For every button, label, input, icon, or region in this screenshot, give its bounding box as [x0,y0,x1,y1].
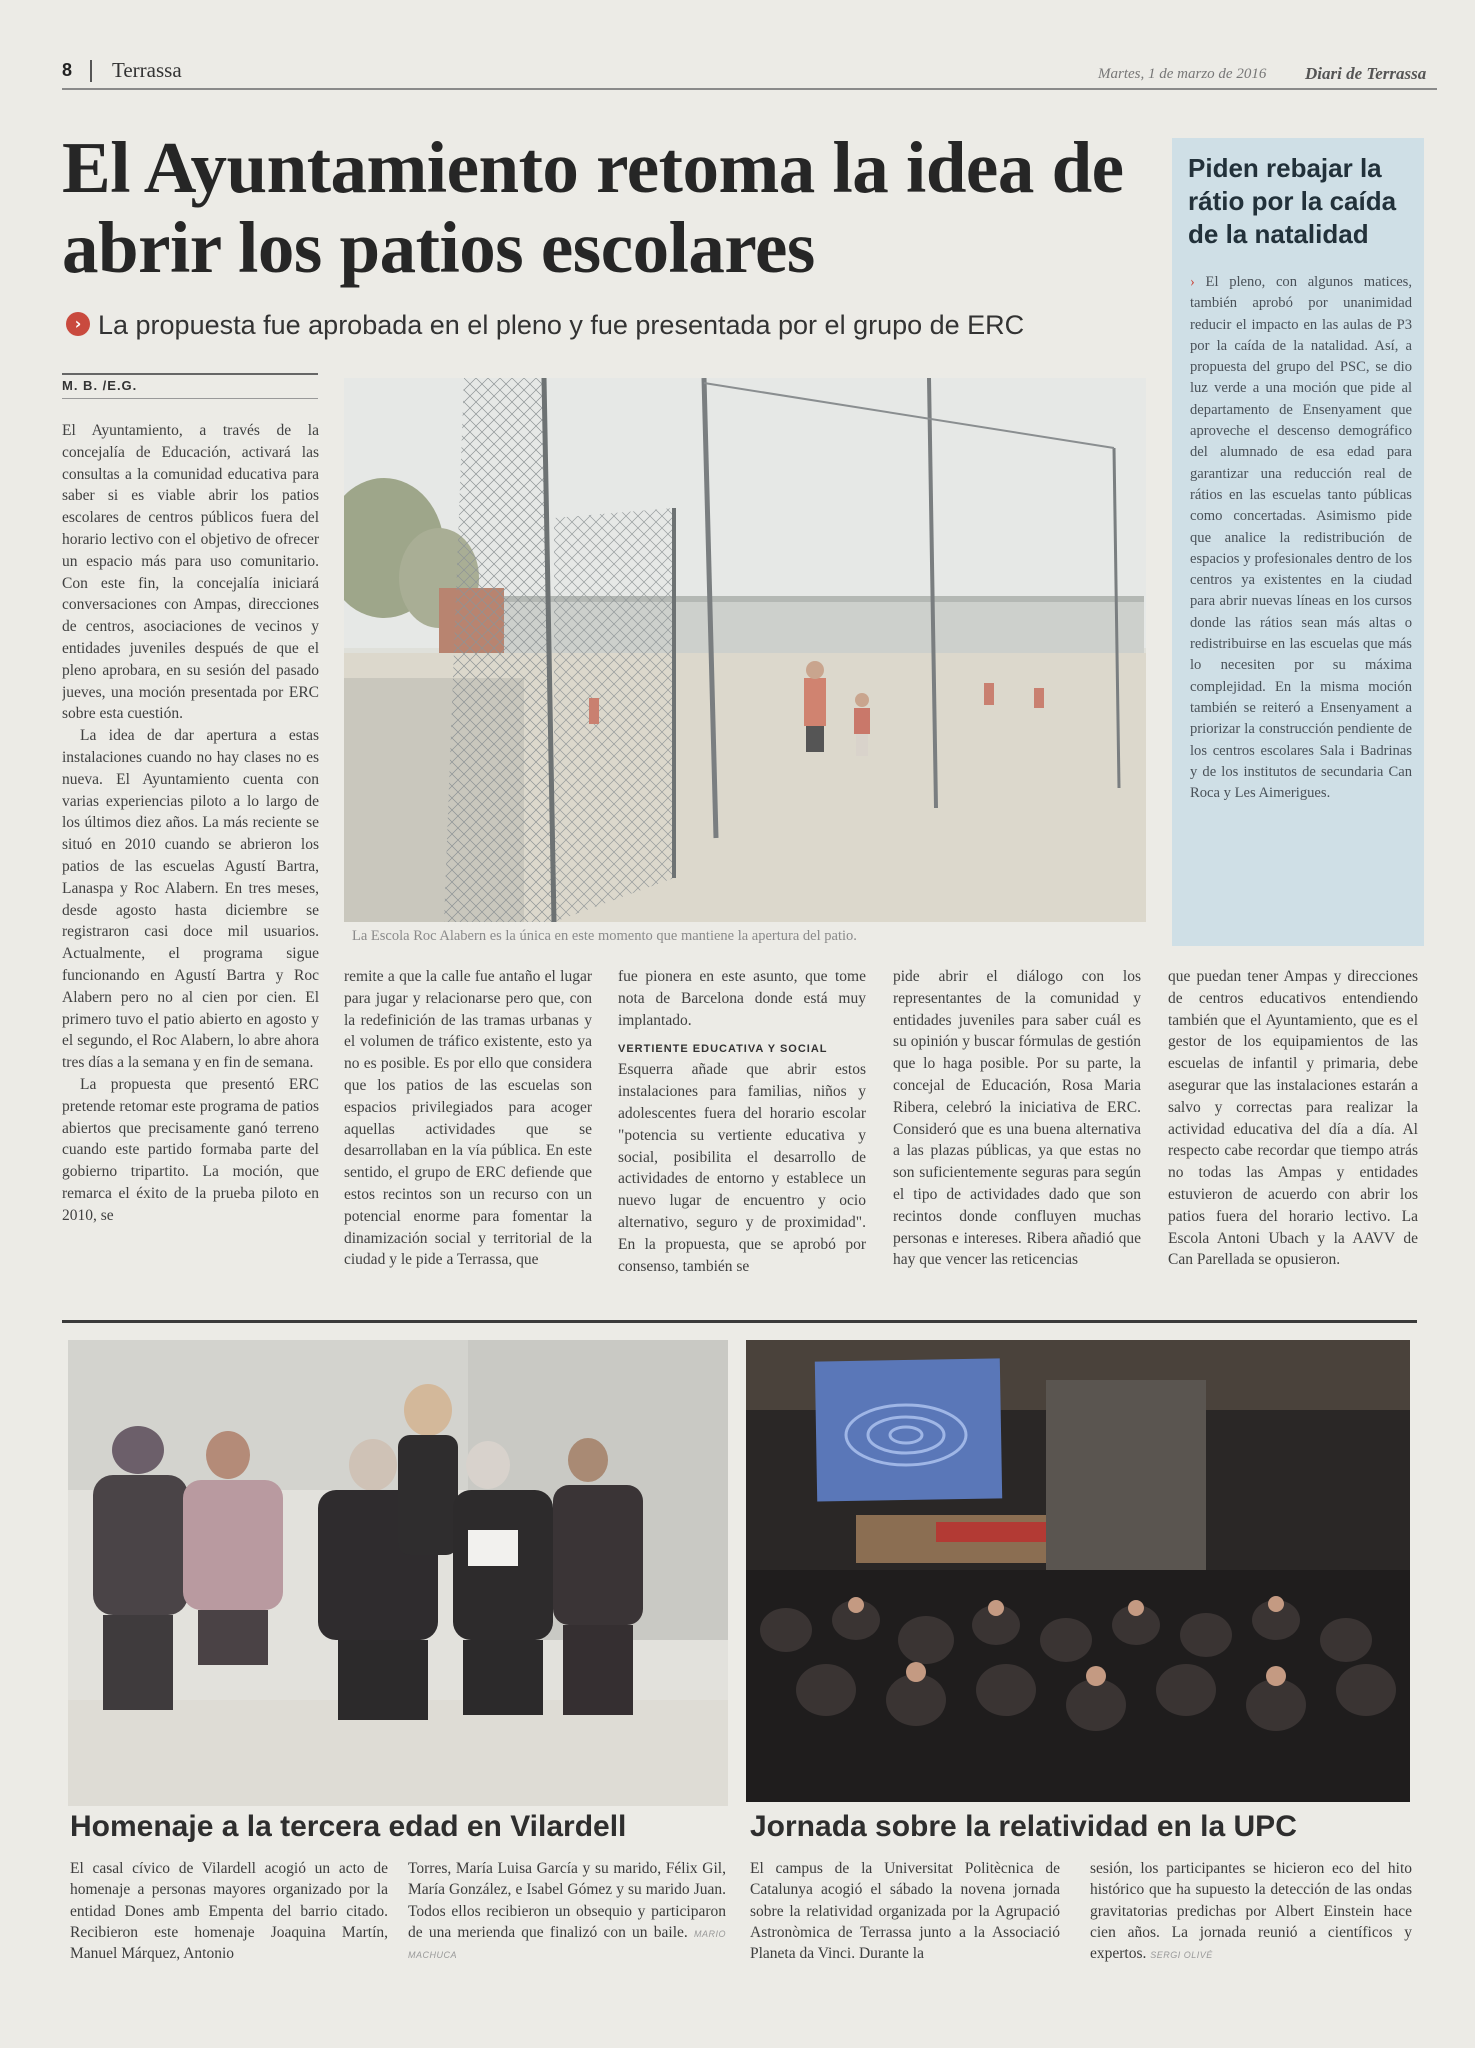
vilardell-title: Homenaje a la tercera edad en Vilardell [70,1810,627,1843]
paragraph: La idea de dar apertura a estas instalaciones cuando no hay clases no es nueva. El Ayuntamiento cuenta con varias experiencias piloto a lo largo de los últimos diez años. La más reciente se situó en 2010 cuando se abrieron los patios de las escuelas Agustí Bartra, Lanaspa y Roc Alabern. En tres meses, desde agosto hasta diciembre se registraron casi doce mil usuarios. Actualmente, el programa sigue funcionando en Agustí Bartra y Roc Alabern pero no al cien por cien. El primero tuvo el patio abierto en agosto y el segundo, el Roc Alabern, lo abre ahora tres días a la semana y en fin de semana. [62,727,319,1072]
subhead-bullet-icon: › [66,312,90,336]
sidebar-arrow-icon: › [1190,274,1206,290]
paragraph: fue pionera en este asunto, que tome nota de Barcelona donde está muy implantado. [618,968,866,1029]
paragraph-text: Torres, María Luisa García y su marido, Félix Gil, María González, e Isabel Gómez y su marido Juan. Todos ellos recibieron un obsequio y participaron de una merienda que finalizó con un baile. [408,1860,726,1941]
article-column-2 [344,966,592,1276]
byline: M. B. /E.G. [62,378,138,393]
byline-rule [62,373,318,375]
paragraph: que puedan tener Ampas y direcciones de centros educativos entendiendo también que el Ayuntamiento, que es el gestor de los equipamientos de las escuelas de infantil y primaria, debe asegurar que las instalaciones estarán a salvo y correctas para realizar la actividad educativa del día a día. Al respecto cabe recordar que tiempo atrás no todas las Ampas y entidades estuvieron de acuerdo con abrir los patios fuera del horario lectivo. La Escola Antoni Ubach y la AAVV de Can Parellada se opusieron. [1168,968,1418,1269]
photo-caption: La Escola Roc Alabern es la única en este momento que mantiene la apertura del patio. [352,928,857,944]
newspaper-name: Diari de Terrassa [1305,64,1427,83]
article-column-4 [893,966,1141,1276]
paragraph [1090,1858,1412,1964]
vilardell-column-1 [70,1858,388,1978]
issue-date: Martes, 1 de marzo de 2016 [1098,66,1267,82]
section-name: Terrassa [112,58,182,82]
upc-title: Jornada sobre la relatividad en la UPC [750,1810,1297,1843]
paragraph: La propuesta que presentó ERC pretende retomar este programa de patios abiertos que precisamente ganó terreno cuando este partido formaba parte del gobierno tripartito. La moción, que remarca el éxito de la prueba piloto en 2010, se [62,1075,319,1224]
byline-rule-bottom [62,398,318,399]
paragraph: El campus de la Universitat Politècnica de Catalunya acogió el sábado la novena jornada sobre la relatividad organizada por la Agrupació Astronòmica de Terrassa junto a la Associació Planeta da Vinci. Durante la [750,1860,1060,1963]
article-subheadline: La propuesta fue aprobada en el pleno y fue presentada por el grupo de ERC [98,310,1025,340]
page-number: 8 [62,60,73,80]
paragraph: El casal cívico de Vilardell acogió un acto de homenaje a personas mayores organizado por la entidad Dones amb Empenta del barrio citado. Recibieron este homenaje Joaquina Martín, Manuel Márquez, Antonio [70,1860,388,1963]
vilardell-photo [68,1340,728,1806]
paragraph-text: sesión, los participantes se hicieron eco del hito histórico que ha supuesto la detección de las ondas gravitatorias predichas por Albert Einstein hace cien años. La jornada reunió a científicos y expertos. [1090,1860,1412,1963]
header-separator [90,60,92,82]
schoolyard-photo [344,378,1146,922]
article-column-3 [618,966,866,1276]
paragraph: remite a que la calle fue antaño el lugar para jugar y relacionarse pero que, con la redefinición de las tramas urbanas y el volumen de tráfico existente, esto ya no es posible. Es por ello que considera que los patios de las escuelas son espacios privilegiados para acoger aquellas actividades que se desarrollaban en la vía pública. En este sentido, el grupo de ERC defiende que estos recintos son un recurso con un potencial enorme para fomentar la dinamización social y territorial de la ciudad y le pide a Terrassa, que [344,968,592,1269]
subsection-heading: VERTIENTE EDUCATIVA Y SOCIAL [618,1043,828,1056]
paragraph [408,1858,726,1964]
article-column-1 [62,420,319,1270]
article-column-5 [1168,966,1418,1276]
paragraph: El Ayuntamiento, a través de la concejalía de Educación, activará las consultas a la comunidad educativa para saber si es viable abrir los patios escolares de centros públicos fuera del horario lectivo con el objetivo de ofrecer un espacio más para uso comunitario. Con este fin, la concejalía iniciará conversaciones con Ampas, direcciones de centros, asociaciones de vecinos y entidades juveniles después de que el pleno aprobara, en su sesión del pasado jueves, una moción presentada por ERC sobre esta cuestión. [62,422,319,723]
section-divider [62,1320,1417,1323]
upc-column-1 [750,1858,1060,1978]
photo-credit: MARIO MACHUCA [408,1928,726,1961]
vilardell-column-2 [408,1858,726,1978]
sidebar-body: El pleno, con algunos matices, también aprobó por unanimidad reducir el impacto en las aulas de P3 por la caída de la natalidad. Así, a propuesta del grupo del PSC, se dio luz verde a una moción que pide al departamento de Ensenyament que aproveche el descenso demográfico del alumnado de esa edad para garantizar una reducción real de rátios en las escuelas tanto públicas como concertadas. Asimismo pide que analice la redistribución de espacios y profesionales dentro de los centros ya existentes en la ciudad para abrir nuevas líneas en los cursos donde las rátios sean más altas o redistribuirse en las escuelas que más lo necesiten por su máxima complejidad. En la misma moción también se reiteró a Ensenyament a priorizar la construcción pendiente de los centros escolares Sala i Badrinas y de los institutos de secundaria Can Roca y Les Aimerigues. [1190,274,1412,802]
paragraph: pide abrir el diálogo con los representantes de la comunidad y entidades juveniles para saber cuál es su opinión y buscar fórmulas de gestión que lo haga posible. Por su parte, la concejal de Educación, Rosa Maria Ribera, celebró la iniciativa de ERC. Consideró que es una buena alternativa a las plazas públicas, ya que estas no son suficientemente seguras para según el tipo de actividades dado que son recintos donde confluyen muchas personas e intereses. Ribera añadió que hay que vencer las reticencias [893,968,1141,1269]
photo-credit: SERGI OLIVÉ [1150,1950,1213,1961]
article-headline: El Ayuntamiento retoma la idea de abrir los patios escolares [62,127,1124,288]
paragraph: Esquerra añade que abrir estos instalaciones para familias, niños y adolescentes fuera del horario escolar "potencia su vertiente educativa y social, posibilita el desarrollo de actividades de entorno y establece un nuevo lugar de encuentro y ocio alternativo, seguro y de proximidad". En la propuesta, que se aprobó por consenso, también se [618,1061,866,1275]
sidebar-title: Piden rebajar la rátio por la caída de la natalidad [1188,153,1397,249]
upc-auditorium-photo [746,1340,1410,1802]
upc-column-2 [1090,1858,1412,1978]
sidebar-text [1190,272,1412,932]
header-rule [62,88,1437,90]
